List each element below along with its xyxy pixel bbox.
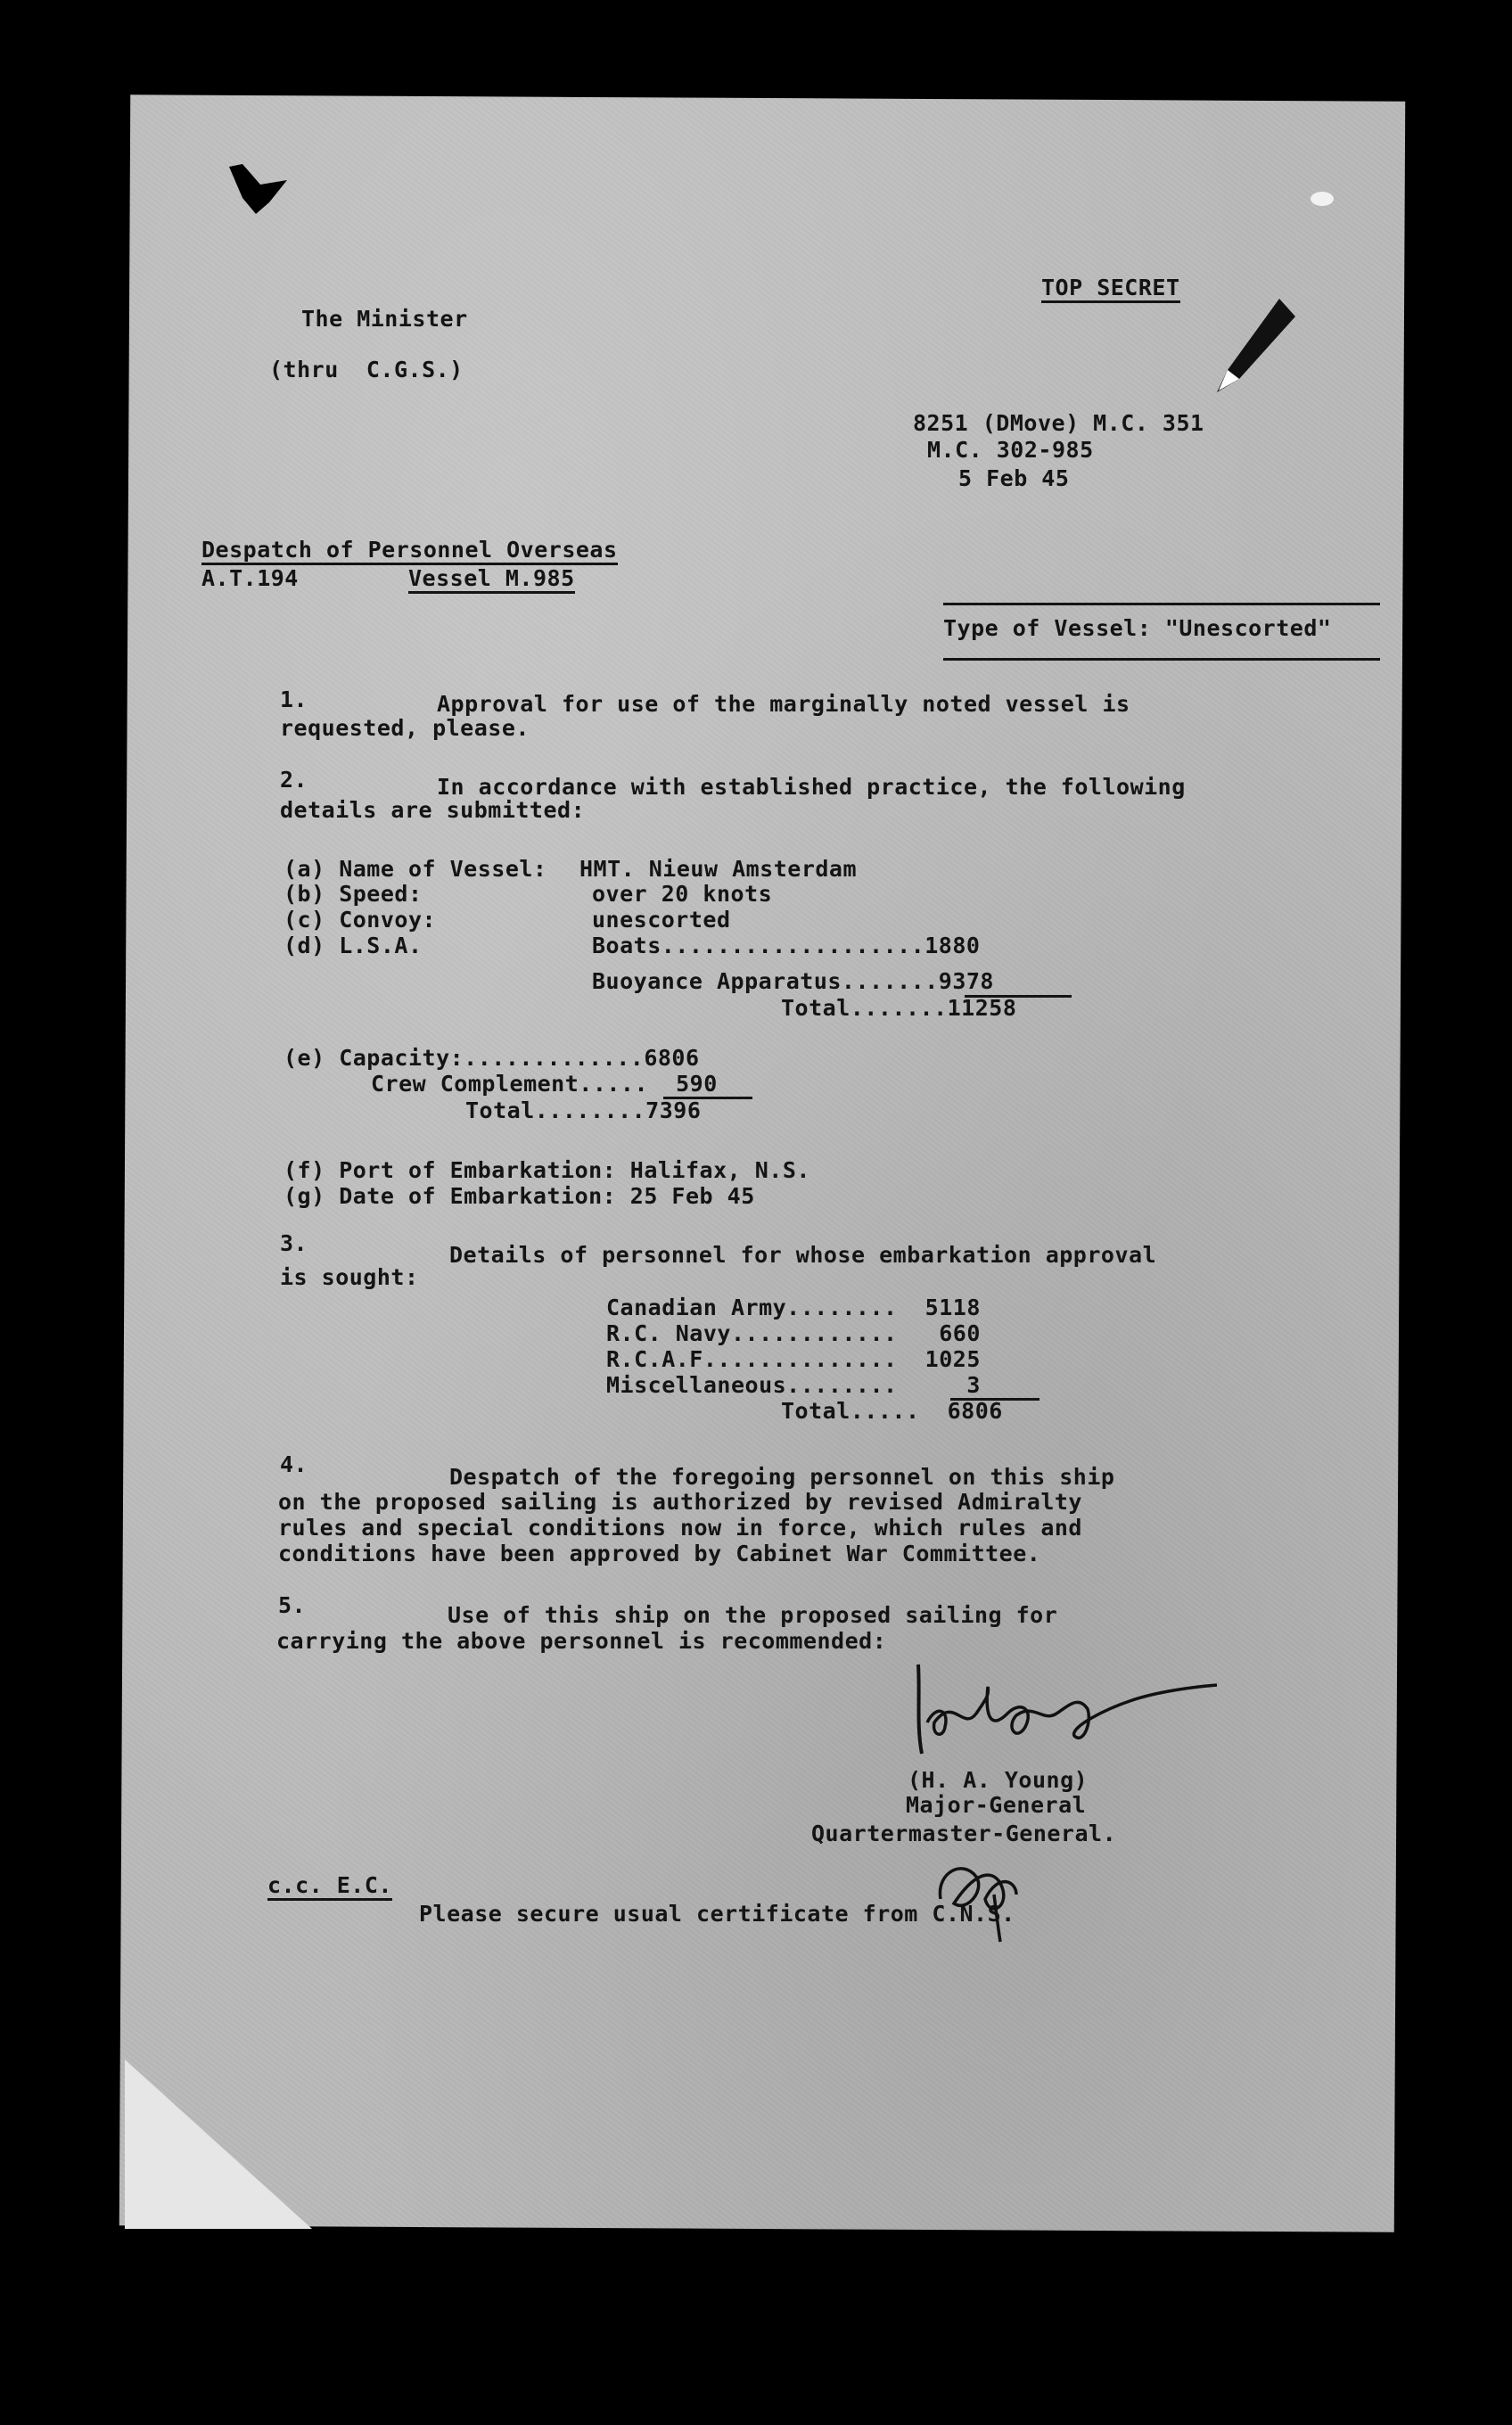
- detail-d-boats: Boats...................1880: [592, 933, 981, 958]
- detail-e-capacity: (e) Capacity:.............6806: [284, 1045, 700, 1071]
- personnel-rcaf: R.C.A.F.............. 1025: [606, 1346, 981, 1372]
- personnel-total: Total..... 6806: [781, 1398, 1003, 1424]
- vessel-type: Type of Vessel: "Unescorted": [943, 615, 1332, 641]
- subject-vessel-number: Vessel M.985: [408, 565, 575, 594]
- para-3-number: 3.: [280, 1230, 308, 1256]
- para-2-line-1: In accordance with established practice, the following: [437, 774, 1186, 800]
- subject-at-number: A.T.194: [201, 565, 299, 591]
- para-1-number: 1.: [280, 686, 308, 712]
- signatory-name: (H. A. Young): [908, 1767, 1089, 1793]
- folded-corner: [125, 2059, 312, 2229]
- vessel-type-rule-top: [943, 603, 1380, 605]
- paper-speck: [1311, 192, 1334, 206]
- handwritten-initials: [927, 1845, 1034, 1944]
- personnel-misc: Miscellaneous........ 3: [606, 1372, 981, 1398]
- detail-b-value: over 20 knots: [592, 881, 773, 907]
- footer-note: Please secure usual certificate from C.N.S.: [419, 1901, 1015, 1927]
- reference-number-2: M.C. 302-985: [927, 437, 1094, 463]
- detail-c-label: (c) Convoy:: [284, 907, 437, 933]
- detail-b-label: (b) Speed:: [284, 881, 423, 907]
- handwritten-signature: [900, 1660, 1221, 1758]
- detail-g-date: (g) Date of Embarkation: 25 Feb 45: [284, 1183, 755, 1209]
- torn-corner-mark: [225, 162, 296, 225]
- para-5-number: 5.: [278, 1592, 307, 1618]
- thru-line: (thru C.G.S.): [269, 357, 464, 382]
- vessel-type-rule-bottom: [943, 658, 1380, 661]
- document-date: 5 Feb 45: [958, 465, 1070, 491]
- detail-d-label: (d) L.S.A.: [284, 933, 423, 958]
- detail-e-total: Total........7396: [465, 1097, 702, 1123]
- signatory-rank: Major-General: [906, 1792, 1087, 1818]
- para-2-number: 2.: [280, 767, 308, 793]
- detail-e-crew: Crew Complement..... 590: [371, 1071, 718, 1097]
- detail-d-total: Total.......11258: [781, 995, 1017, 1021]
- signatory-title: Quartermaster-General.: [811, 1821, 1117, 1846]
- subject-title: Despatch of Personnel Overseas: [201, 537, 618, 565]
- detail-f-port: (f) Port of Embarkation: Halifax, N.S.: [284, 1157, 810, 1183]
- cc-line: c.c. E.C.: [267, 1872, 392, 1901]
- para-1-line-2: requested, please.: [280, 715, 530, 741]
- detail-c-value: unescorted: [592, 907, 731, 933]
- para-3-line-1: Details of personnel for whose embarkation approval: [449, 1242, 1157, 1268]
- para-5-line-1: Use of this ship on the proposed sailing for: [448, 1602, 1058, 1628]
- addressee: The Minister: [301, 306, 468, 332]
- para-2-line-2: details are submitted:: [280, 797, 586, 823]
- reference-number: 8251 (DMove) M.C. 351: [913, 410, 1204, 436]
- detail-a-value: HMT. Nieuw Amsterdam: [579, 856, 858, 882]
- personnel-army: Canadian Army........ 5118: [606, 1295, 981, 1320]
- para-4-number: 4.: [280, 1451, 308, 1477]
- detail-d-buoyance: Buoyance Apparatus.......9378: [592, 968, 994, 994]
- para-1-line-1: Approval for use of the marginally noted vessel is: [437, 691, 1130, 717]
- personnel-navy: R.C. Navy............ 660: [606, 1320, 981, 1346]
- para-4-line-3: rules and special conditions now in force, which rules and: [278, 1515, 1082, 1541]
- detail-a-label: (a) Name of Vessel:: [284, 856, 547, 882]
- classification-stamp: TOP SECRET: [1041, 275, 1180, 303]
- para-4-line-4: conditions have been approved by Cabinet War Committee.: [278, 1541, 1041, 1566]
- para-3-line-2: is sought:: [280, 1264, 419, 1290]
- para-5-line-2: carrying the above personnel is recommended:: [276, 1628, 887, 1654]
- pen-nib-icon: [1208, 294, 1297, 401]
- para-4-line-1: Despatch of the foregoing personnel on this ship: [449, 1464, 1115, 1490]
- para-4-line-2: on the proposed sailing is authorized by revised Admiralty: [278, 1489, 1082, 1515]
